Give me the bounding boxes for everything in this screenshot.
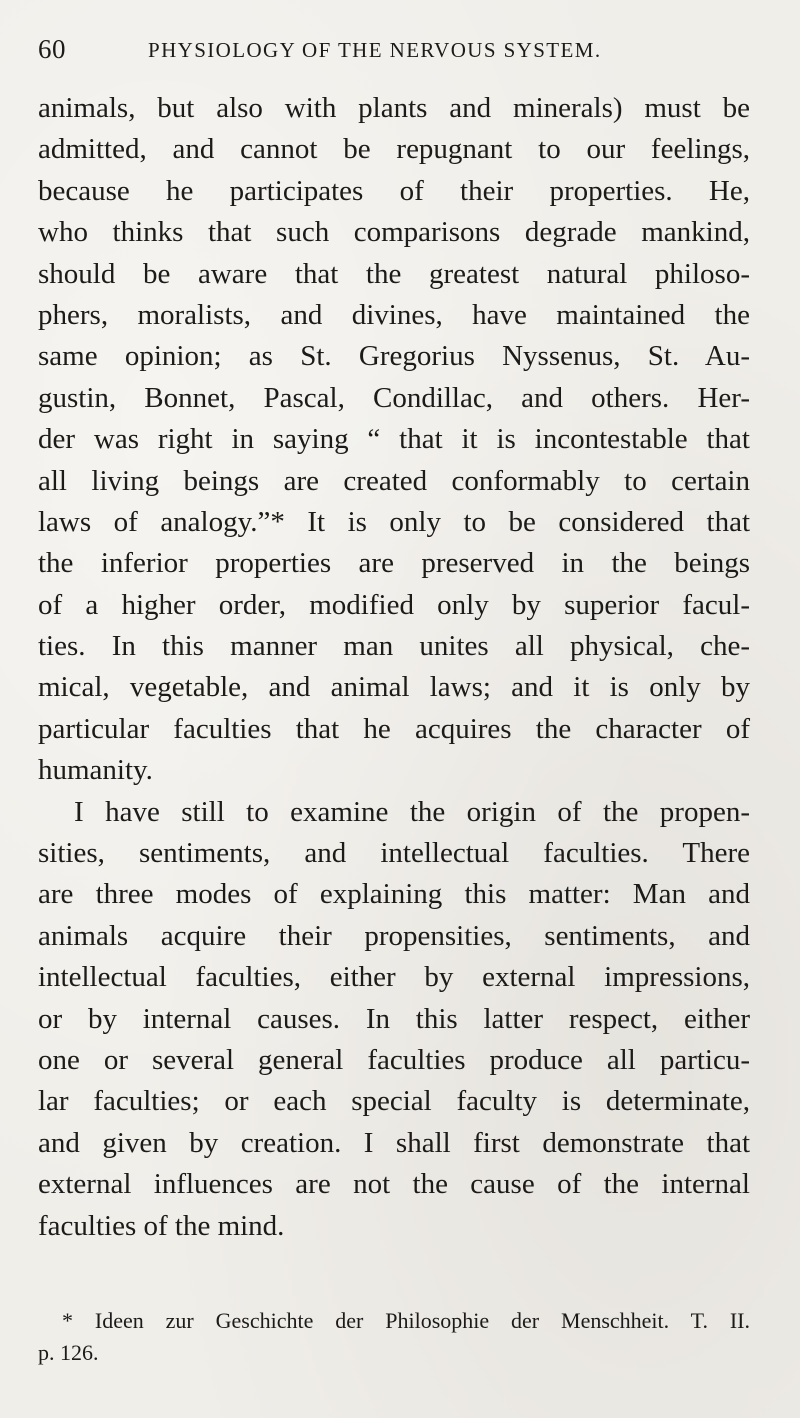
- footnote: [38, 1305, 750, 1369]
- text-line: and given by creation. I shall first demonstrate that: [38, 1126, 750, 1159]
- text-line: ties. In this manner man unites all physical, che-: [38, 630, 750, 663]
- text-line: faculties of the mind.: [38, 1209, 285, 1242]
- text-line: because he participates of their properties. He,: [38, 174, 750, 207]
- text-line: are three modes of explaining this matter: Man and: [38, 878, 750, 911]
- text-line: external influences are not the cause of the internal: [38, 1168, 750, 1201]
- text-line: phers, moralists, and divines, have maintained the: [38, 298, 750, 331]
- paragraph-start-line: I have still to examine the origin of the propen-: [74, 795, 750, 828]
- text-line: der was right in saying “ that it is incontestable that: [38, 423, 750, 456]
- text-line: laws of analogy.”* It is only to be considered that: [38, 505, 750, 538]
- text-line: of a higher order, modified only by superior facul-: [38, 588, 750, 621]
- page-header: [38, 34, 758, 70]
- text-line: same opinion; as St. Gregorius Nyssenus, St. Au-: [38, 340, 750, 373]
- text-line: humanity.: [38, 754, 153, 787]
- footnote-line: * Ideen zur Geschichte der Philosophie der Menschheit. T. II.: [62, 1308, 750, 1333]
- text-line: should be aware that the greatest natural philoso-: [38, 257, 750, 290]
- text-line: mical, vegetable, and animal laws; and it is only by: [38, 671, 750, 704]
- text-line: animals, but also with plants and minerals) must be: [38, 92, 750, 124]
- text-line: sities, sentiments, and intellectual faculties. There: [38, 837, 750, 870]
- text-line: gustin, Bonnet, Pascal, Condillac, and others. Her-: [38, 381, 750, 414]
- text-line: intellectual faculties, either by external impressions,: [38, 961, 750, 994]
- text-line: animals acquire their propensities, sentiments, and: [38, 919, 750, 952]
- text-line: all living beings are created conformably to certain: [38, 464, 750, 497]
- text-line: lar faculties; or each special faculty is determinate,: [38, 1085, 750, 1118]
- footnote-line: p. 126.: [38, 1340, 99, 1365]
- text-line: admitted, and cannot be repugnant to our feelings,: [38, 133, 750, 166]
- text-line: one or several general faculties produce all particu-: [38, 1043, 750, 1076]
- page-number: 60: [38, 34, 66, 64]
- running-title: PHYSIOLOGY OF THE NERVOUS SYSTEM.: [148, 38, 602, 62]
- text-line: the inferior properties are preserved in the beings: [38, 547, 750, 580]
- text-line: who thinks that such comparisons degrade mankind,: [38, 216, 750, 249]
- text-line: particular faculties that he acquires the character of: [38, 712, 750, 745]
- text-line: or by internal causes. In this latter respect, either: [38, 1002, 750, 1035]
- body-text: [38, 88, 750, 1247]
